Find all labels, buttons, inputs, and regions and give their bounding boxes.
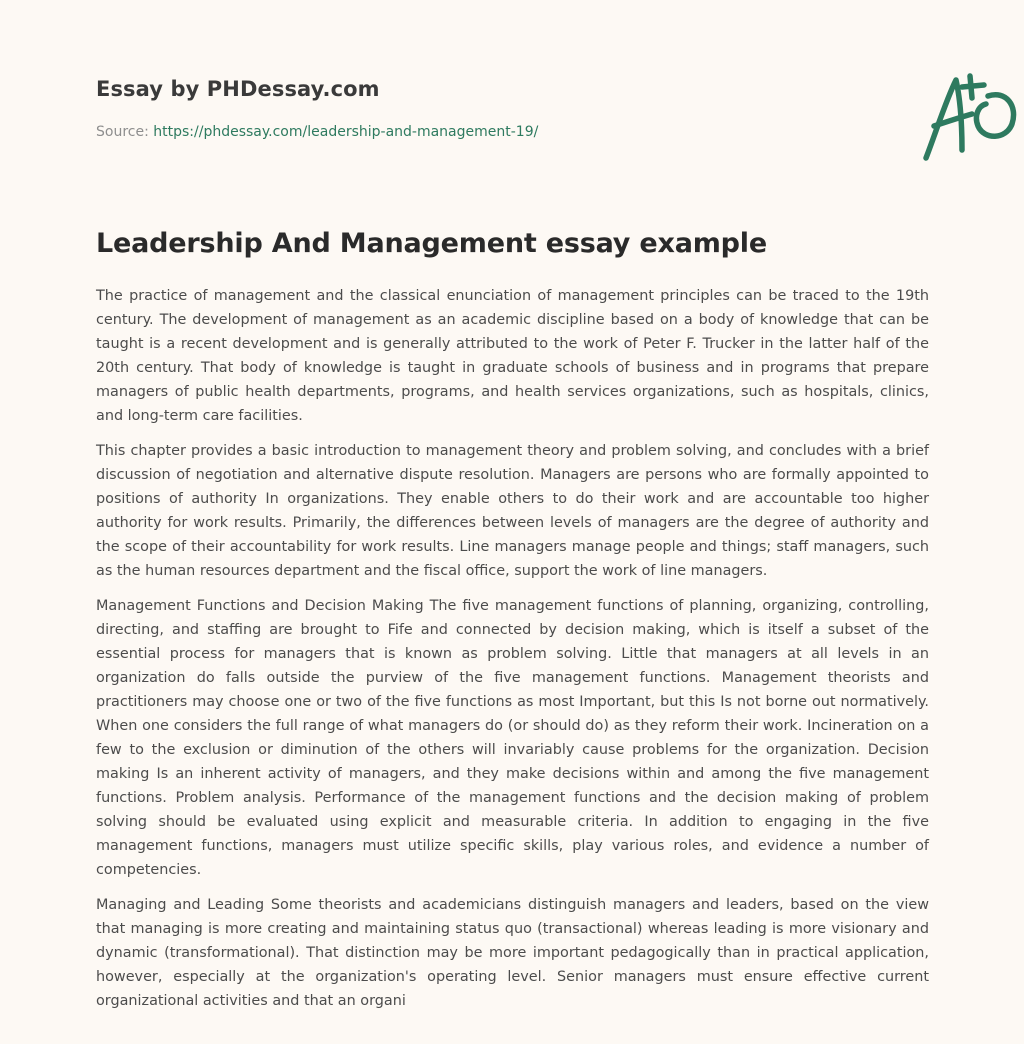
site-title: Essay by PHDessay.com	[96, 77, 380, 101]
essay-body	[96, 284, 929, 1024]
essay-paragraph: The practice of management and the classical enunciation of management principles can be traced to the 19th century. The development of management as an academic discipline based on a body of knowledge that can be taught is a recent development and is generally attributed to the work of Peter F. Trucker in the latter half of the 20th century. That body of knowledge is taught in graduate schools of business and in programs that prepare managers of public health departments, programs, and health services organizations, such as hospitals, clinics, and long-term care facilities.	[96, 288, 929, 424]
source-line	[96, 124, 538, 140]
essay-paragraph: Managing and Leading Some theorists and academicians distinguish managers and leaders, based on the view that managing is more creating and maintaining status quo (transactional) whereas leading is more visionary and dynamic (transformational). That distinction may be more important pedagogically than in practical application, however, especially at the organization's operating level. Senior managers must ensure effective current organizational activities and that an organi	[96, 897, 929, 1009]
source-label: Source:	[96, 124, 154, 140]
essay-paragraph: This chapter provides a basic introduction to management theory and problem solving, and concludes with a brief discussion of negotiation and alternative dispute resolution. Managers are persons who are formally appointed to positions of authority In organizations. They enable others to do their work and are accountable too higher authority for work results. Primarily, the differences between levels of managers are the degree of authority and the scope of their accountability for work results. Line managers manage people and things; staff managers, such as the human resources department and the fiscal office, support the work of line managers.	[96, 443, 929, 579]
a-plus-logo-icon	[922, 70, 1022, 162]
source-link[interactable]: https://phdessay.com/leadership-and-management-19/	[153, 124, 539, 140]
essay-title: Leadership And Management essay example	[96, 228, 767, 259]
a-plus-logo	[922, 70, 1022, 162]
essay-paragraph: Management Functions and Decision Making The five management functions of planning, organizing, controlling, directing, and staffing are brought to Fife and connected by decision making, which is itself a subset of the essential process for managers that is known as problem solving. Little that managers at all levels in an organization do falls outside the purview of the five management functions. Management theorists and practitioners may choose one or two of the five functions as most Important, but this Is not borne out normatively. When one considers the full range of what managers do (or should do) as they reform their work. Incineration on a few to the exclusion or diminution of the others will invariably cause problems for the organization. Decision making Is an inherent activity of managers, and they make decisions within and among the five management functions. Problem analysis. Performance of the management functions and the decision making of problem solving should be evaluated using explicit and measurable criteria. In addition to engaging in the five management functions, managers must utilize specific skills, play various roles, and evidence a number of competencies.	[96, 598, 929, 878]
